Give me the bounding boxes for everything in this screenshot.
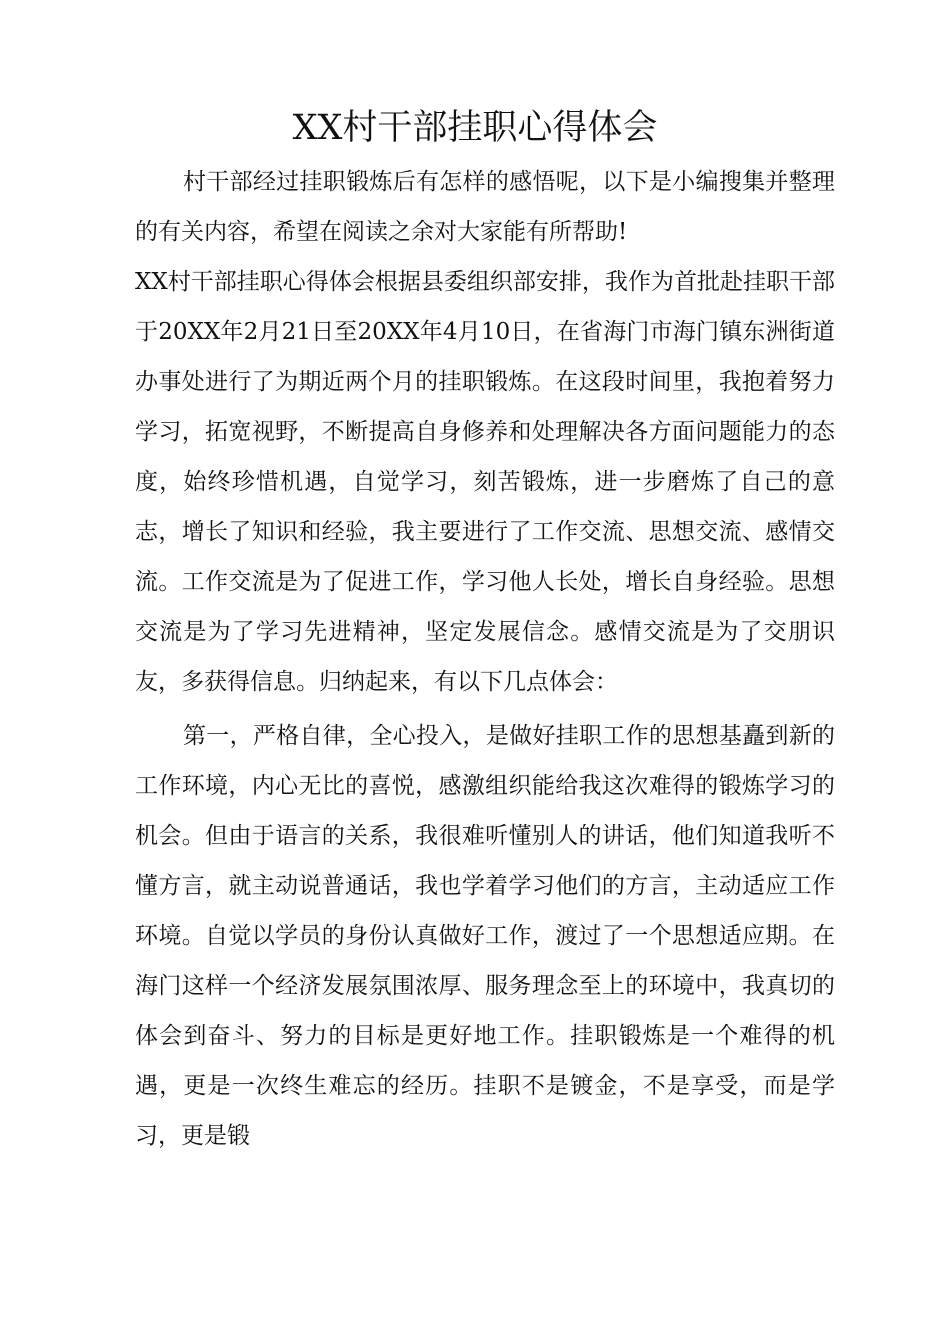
paragraph-main: XX村干部挂职心得体会根据县委组织部安排，我作为首批赴挂职干部于20XX年2月21日至20XX年4月10日，在省海门市海门镇东洲街道办事处进行了为期近两个月的挂职锻炼。在这段时间里，我抱着努力学习，拓宽视野，不断提高自身修养和处理解决各方面问题能力的态度，始终珍惜机遇，自觉学习，刻苦锻炼，进一步磨炼了自己的意志，增长了知识和经验，我主要进行了工作交流、思想交流、感情交流。工作交流是为了促进工作，学习他人长处，增长自身经验。思想交流是为了学习先进精神，坚定发展信念。感情交流是为了交朋识友，多获得信息。归纳起来，有以下几点体会： (135, 269, 835, 695)
document-title: XX村干部挂职心得体会 (292, 108, 658, 148)
paragraph-first-point: 第一，严格自律，全心投入，是做好挂职工作的思想基矗到新的工作环境，内心无比的喜悦，感激组织能给我这次难得的锻炼学习的机会。但由于语言的关系，我很难听懂别人的讲话，他们知道我听不懂方言，就主动说普通话，我也学着学习他们的方言，主动适应工作环境。自觉以学员的身份认真做好工作，渡过了一个思想适应期。在海门这样一个经济发展氛围浓厚、服务理念至上的环境中，我真切的体会到奋斗、努力的目标是更好地工作。挂职锻炼是一个难得的机遇，更是一次终生难忘的经历。挂职不是镀金，不是享受，而是学习，更是锻 (135, 723, 835, 1149)
paragraph-intro: 村干部经过挂职锻炼后有怎样的感悟呢，以下是小编搜集并整理的有关内容，希望在阅读之余对大家能有所帮助! (135, 169, 835, 245)
document-body (135, 157, 835, 1161)
